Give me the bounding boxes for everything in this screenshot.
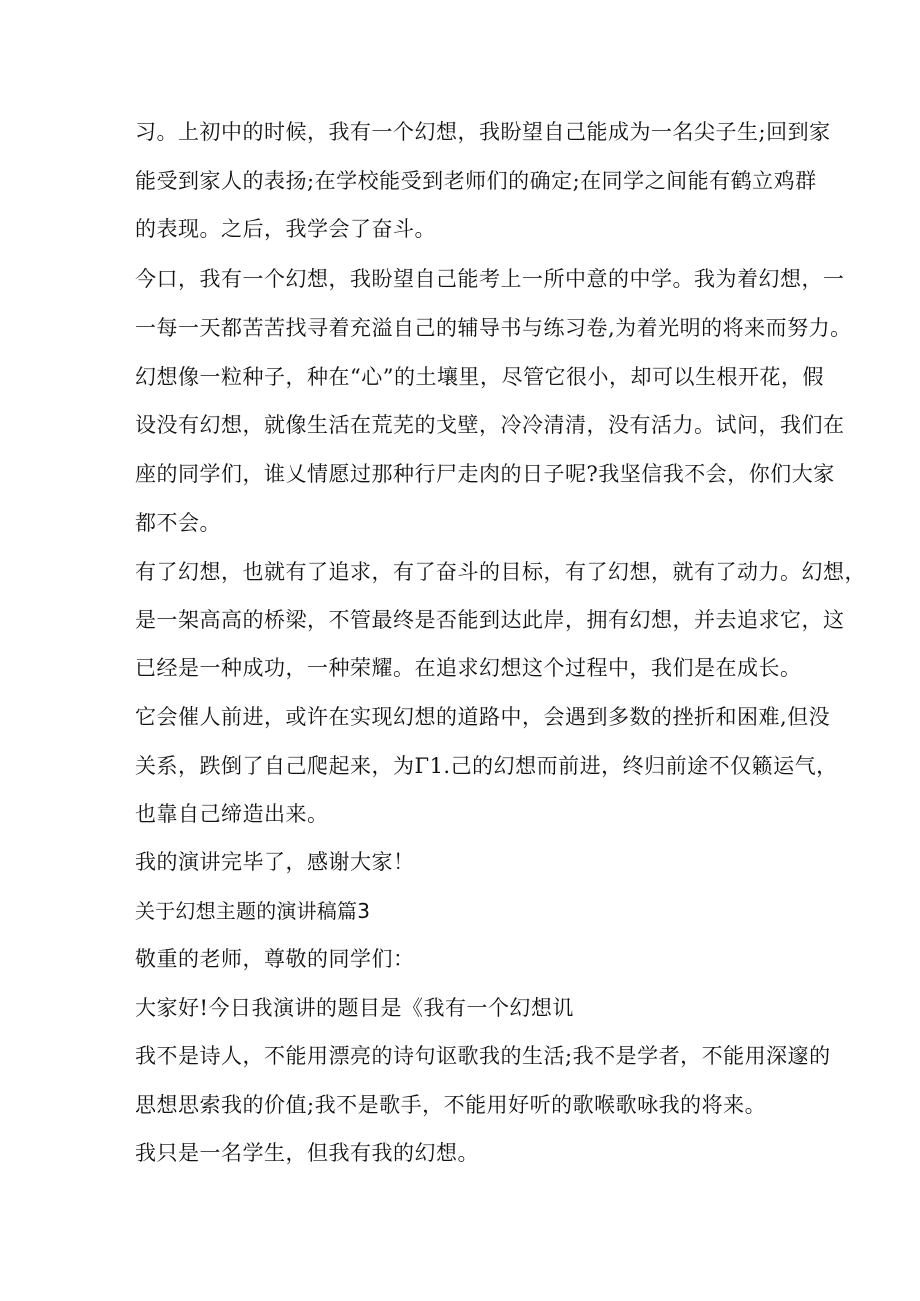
text-line: 我不是诗人，不能用漂亮的诗句讴歌我的生活;我不是学者，不能用深邃的 [135,1044,831,1068]
text-line: 幻想像一粒种子，种在“心”的土壤里，尽管它很小，却可以生根开花，假 [135,365,824,389]
text-line: 它会催人前进，或许在实现幻想的道路中，会遇到多数的挫折和困难,但没 [135,705,831,729]
salutation-line: 敬重的老师，尊敬的同学们： [135,947,415,971]
text-line: 我的演讲完毕了，感谢大家！ [135,850,415,874]
text-line: 座的同学们，谁乂情愿过那种行尸走肉的日子呢?我坚信我不会，你们大家 [135,462,835,486]
text-line: 已经是一种成功，一种荣耀。在追求幻想这个过程中，我们是在成长。 [135,656,802,680]
text-line: 设没有幻想，就像生活在荒芜的戈壁，冷冷清清，没有活力。试问，我们在 [135,413,845,437]
text-line: 关系，跌倒了自己爬起来，为Γ1.己的幻想而前进，终归前途不仅籁运气， [135,754,838,778]
text-line: 习。上初中的时候，我有一个幻想，我盼望自己能成为一名尖子生;回到家 [135,120,831,144]
text-line: 今口，我有一个幻想，我盼望自己能考上一所中意的中学。我为着幻想，一 [135,267,845,291]
text-line: 思想思索我的价值;我不是歌手，不能用好听的歌喉歌咏我的将来。 [135,1093,767,1117]
text-line: 大家好!今日我演讲的题目是《我有一个幻想讥 [135,996,574,1020]
text-line: 我只是一名学生，但我有我的幻想。 [135,1141,479,1165]
text-line: 也靠自己缔造出来。 [135,802,329,826]
section-heading: 关于幻想主题的演讲稿篇3 [135,899,371,923]
text-line: 都不会。 [135,511,221,535]
text-line: 的表现。之后，我学会了奋斗。 [135,217,436,241]
text-line: 是一架高高的桥梁，不管最终是否能到达此岸，拥有幻想，并去追求它，这 [135,608,845,632]
text-line: 一每一天都苦苦找寻着充溢自己的辅导书与练习卷,为着光明的将来而努力。 [135,316,852,340]
text-line: 有了幻想，也就有了追求，有了奋斗的目标，有了幻想，就有了动力。幻想， [135,560,866,584]
text-line: 能受到家人的表扬;在学校能受到老师们的确定;在同学之间能有鹤立鸡群 [135,169,817,193]
